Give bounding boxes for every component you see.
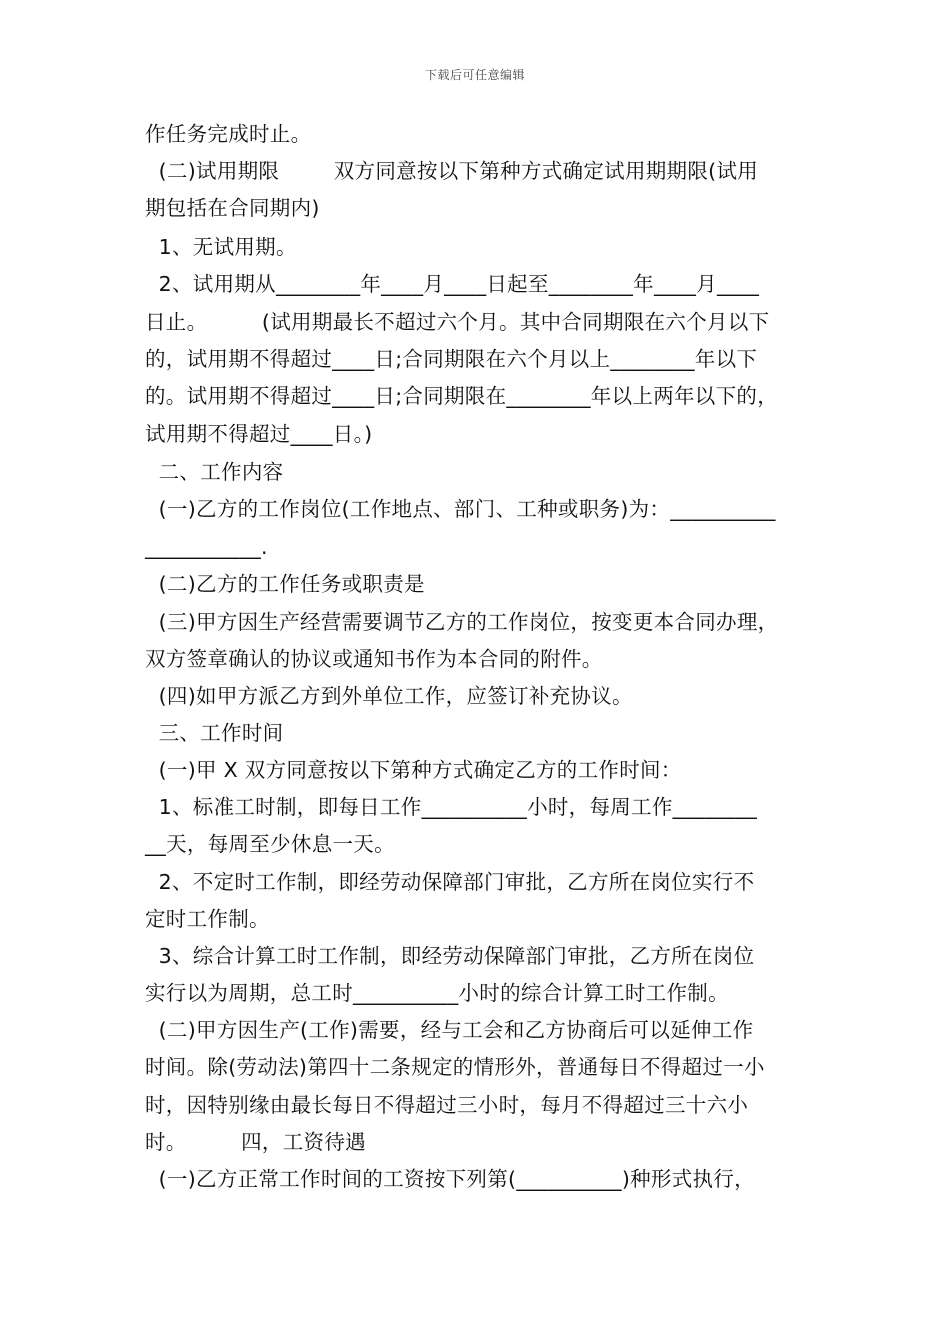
- text-line: 期包括在合同期内): [145, 196, 320, 220]
- section-heading: 三、工作时间: [145, 721, 284, 745]
- text-line: 日止。 (试用期最长不超过六个月。其中合同期限在六个月以下: [145, 310, 770, 334]
- text-line: (四)如甲方派乙方到外单位工作，应签订补充协议。: [145, 684, 633, 708]
- text-line: 定时工作制。: [145, 907, 270, 931]
- page-header: 下载后可任意编辑: [424, 68, 525, 82]
- text-line: __天，每周至少休息一天。: [145, 832, 395, 856]
- text-line: (二)乙方的工作任务或职责是: [145, 572, 425, 596]
- text-line: (一)甲 X 双方同意按以下第种方式确定乙方的工作时间：: [145, 758, 682, 782]
- text-line: 1、无试用期。: [145, 235, 297, 259]
- text-line: 的。试用期不得超过____日;合同期限在________年以上两年以下的，: [145, 384, 779, 408]
- text-line: 双方签章确认的协议或通知书作为本合同的附件。: [145, 647, 603, 671]
- text-line: 2、不定时工作制，即经劳动保障部门审批，乙方所在岗位实行不: [145, 870, 755, 894]
- text-line: 3、综合计算工时工作制，即经劳动保障部门审批，乙方所在岗位: [145, 944, 755, 968]
- text-line: (一)乙方的工作岗位(工作地点、部门、工种或职务)为：__________: [145, 497, 776, 521]
- text-line: (二)甲方因生产(工作)需要，经与工会和乙方协商后可以延伸工作: [145, 1018, 754, 1042]
- text-line: 作任务完成时止。: [145, 122, 312, 146]
- text-line: 时，因特别缘由最长每日不得超过三小时，每月不得超过三十六小: [145, 1093, 749, 1117]
- text-line: 时。 四，工资待遇: [145, 1130, 366, 1154]
- text-line: 2、试用期从________年____月____日起至________年____月____: [145, 272, 760, 296]
- text-line: 时间。除(劳动法)第四十二条规定的情形外，普通每日不得超过一小: [145, 1055, 765, 1079]
- text-line: 实行以为周期，总工时__________小时的综合计算工时工作制。: [145, 981, 729, 1005]
- text-line: 的，试用期不得超过____日;合同期限在六个月以上________年以下: [145, 347, 758, 371]
- text-line: ___________.: [145, 535, 268, 559]
- section-heading: 二、工作内容: [145, 460, 284, 484]
- text-line: 试用期不得超过____日。): [145, 422, 373, 446]
- text-line: (二)试用期限 双方同意按以下第种方式确定试用期期限(试用: [145, 159, 759, 183]
- text-line: (三)甲方因生产经营需要调节乙方的工作岗位，按变更本合同办理，: [145, 610, 779, 634]
- text-line: (一)乙方正常工作时间的工资按下列第(__________)种形式执行，: [145, 1167, 755, 1191]
- text-line: 1、标准工时制，即每日工作__________小时，每周工作________: [145, 795, 758, 819]
